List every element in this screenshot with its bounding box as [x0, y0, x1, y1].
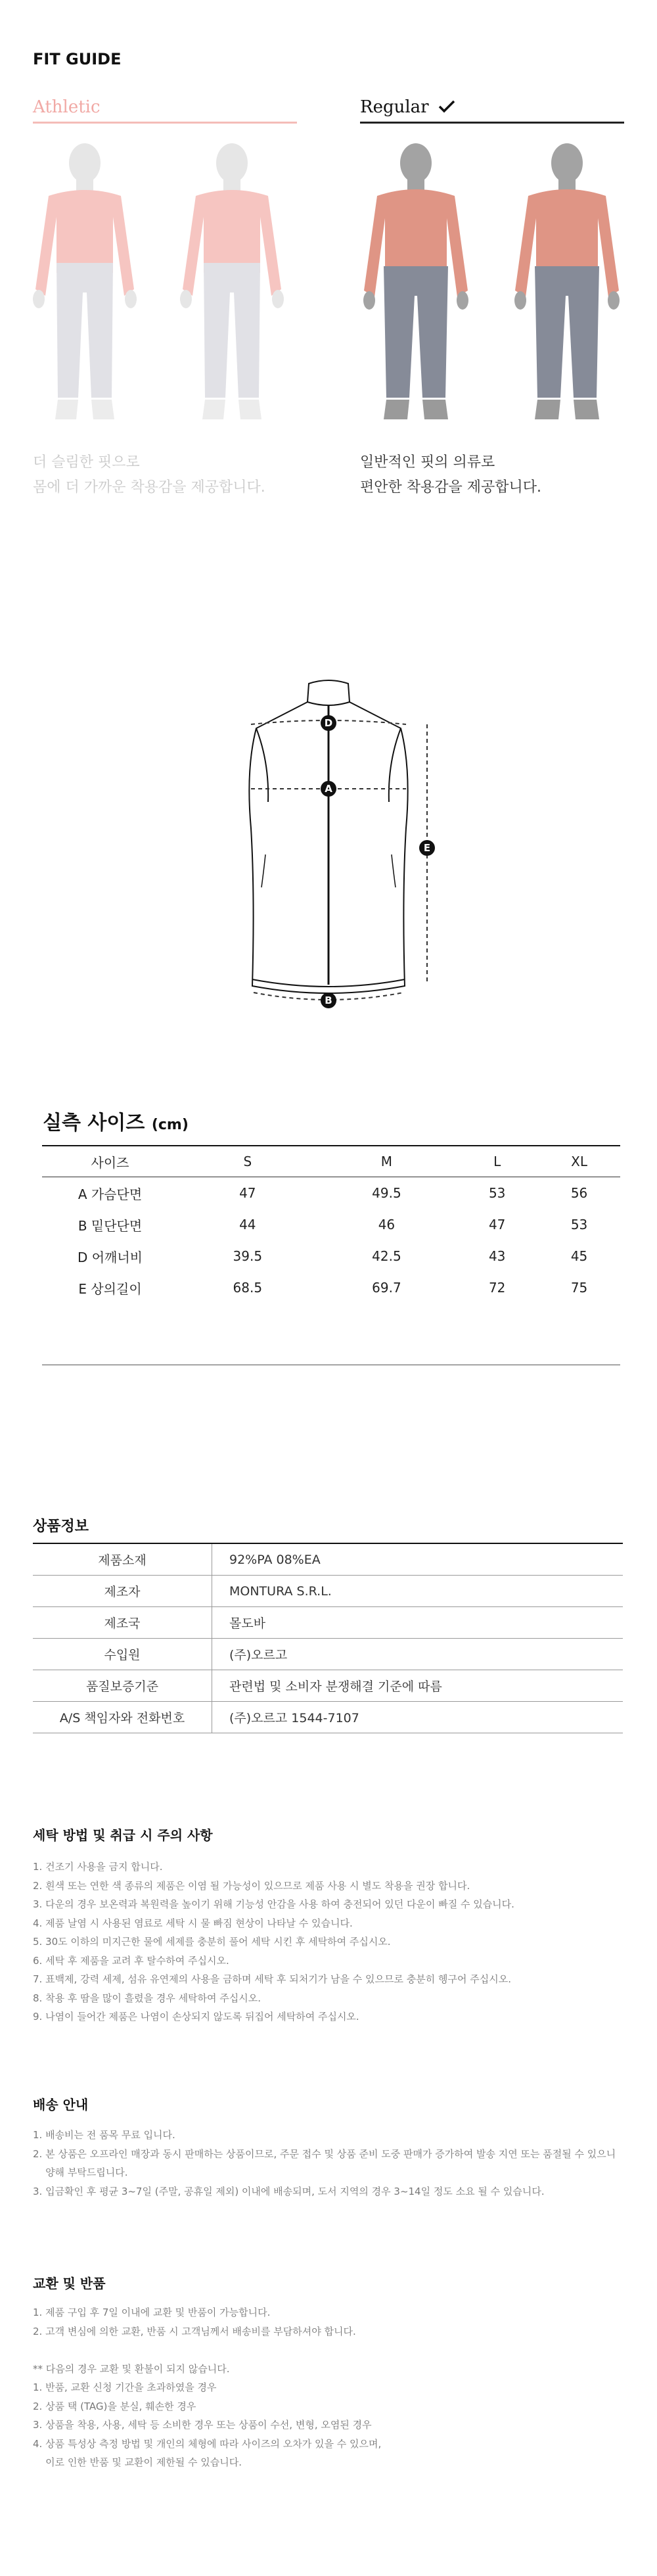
- athletic-fit-text: Athletic: [33, 97, 101, 117]
- table-cell: 39.5: [233, 1248, 263, 1264]
- list-item: 2. 본 상품은 오프라인 매장과 동시 판매하는 상품이므로, 주문 접수 및 상품 준비 도중 판매가 증가하여 발송 지연 또는 품절될 수 있으니: [33, 2147, 616, 2160]
- info-value: (주)오르고 1544-7107: [212, 1702, 623, 1733]
- athletic-caption: [33, 450, 265, 500]
- size-table-title: [43, 1106, 189, 1135]
- regular-caption-line: 편안한 착용감을 제공합니다.: [360, 479, 542, 496]
- table-row: [42, 1240, 620, 1272]
- table-row: [33, 1543, 623, 1576]
- athletic-back-figure: [176, 138, 288, 427]
- info-value: MONTURA S.R.L.: [212, 1576, 623, 1607]
- exchange-list: [33, 2303, 624, 2472]
- list-item: 3. 다운의 경우 보온력과 복원력을 높이기 위해 기능성 안감을 사용 하여 충전되어 있던 다운이 빠질 수 있습니다.: [33, 1898, 514, 1910]
- fit-guide-title: FIT GUIDE: [33, 50, 122, 68]
- info-key: 수입원: [33, 1639, 212, 1670]
- table-cell: 47: [239, 1185, 256, 1201]
- info-key: 품질보증기준: [33, 1670, 212, 1702]
- table-cell: 49.5: [372, 1185, 401, 1201]
- table-cell: 53: [570, 1217, 588, 1232]
- list-item: 1. 반품, 교환 신청 기간을 초과하였을 경우: [33, 2381, 217, 2393]
- product-info-title: 상품정보: [33, 1518, 89, 1535]
- info-value: 몰도바: [212, 1607, 623, 1639]
- list-item: 4. 제품 날염 시 사용된 염료로 세탁 시 물 빠짐 현상이 나타날 수 있습니다.: [33, 1917, 353, 1929]
- info-key: A/S 책임자와 전화번호: [33, 1702, 212, 1733]
- info-value: 관련법 및 소비자 분쟁해결 기준에 따름: [212, 1670, 623, 1702]
- delivery-title: 배송 안내: [33, 2097, 89, 2113]
- product-info-table: [33, 1543, 623, 1733]
- info-value: (주)오르고: [212, 1639, 623, 1670]
- list-item: 8. 착용 후 땀을 많이 흘렸을 경우 세탁하여 주십시오.: [33, 1992, 261, 2004]
- regular-fit-label: [360, 97, 455, 117]
- header-cell: L: [456, 1146, 538, 1177]
- table-row: [33, 1670, 623, 1702]
- list-item: [33, 2341, 624, 2360]
- list-item: 1. 건조기 사용을 금지 합니다.: [33, 1861, 163, 1873]
- info-value: 92%PA 08%EA: [212, 1543, 623, 1576]
- size-table: [42, 1145, 620, 1303]
- table-cell: 42.5: [372, 1248, 401, 1264]
- header-cell: M: [317, 1146, 457, 1177]
- info-key: 제품소재: [33, 1543, 212, 1576]
- marker-a: A: [325, 783, 332, 795]
- size-table-header: [42, 1146, 620, 1177]
- regular-underline: [360, 122, 624, 124]
- table-cell: 69.7: [372, 1280, 401, 1296]
- athletic-underline: [33, 122, 297, 124]
- table-cell: 68.5: [233, 1280, 263, 1296]
- size-unit: (cm): [151, 1117, 189, 1133]
- table-row: [33, 1639, 623, 1670]
- list-item: 양해 부탁드립니다.: [33, 2166, 128, 2178]
- table-cell: 44: [239, 1217, 256, 1232]
- athletic-caption-line: 몸에 더 가까운 착용감을 제공합니다.: [33, 479, 265, 496]
- header-cell: S: [178, 1146, 317, 1177]
- list-item: 2. 고객 변심에 의한 교환, 반품 시 고객님께서 배송비를 부담하셔야 합니다.: [33, 2325, 356, 2337]
- list-item: 이로 인한 반품 및 교환이 제한될 수 있습니다.: [33, 2456, 242, 2468]
- size-title-text: 실측 사이즈: [43, 1112, 145, 1135]
- list-item: 4. 상품 특성상 측정 방법 및 개인의 체형에 따라 사이즈의 오차가 있을 수 있으며,: [33, 2437, 382, 2450]
- list-item: 7. 표백제, 강력 세제, 섬유 유연제의 사용을 금하며 세탁 후 되처기가 남을 수 있으므로 충분히 헹구어 주십시오.: [33, 1973, 511, 1985]
- vest-measurement-diagram: [237, 670, 447, 1019]
- table-row: [42, 1177, 620, 1209]
- table-cell: 45: [570, 1248, 588, 1264]
- table-cell: 47: [488, 1217, 506, 1232]
- info-key: 제조국: [33, 1607, 212, 1639]
- table-cell: A 가슴단면: [78, 1186, 143, 1202]
- table-cell: 75: [570, 1280, 588, 1296]
- table-cell: B 밑단단면: [78, 1217, 143, 1234]
- header-cell: 사이즈: [42, 1146, 178, 1177]
- table-row: [42, 1209, 620, 1240]
- table-row: [42, 1272, 620, 1303]
- table-cell: 46: [378, 1217, 396, 1232]
- header-cell: XL: [538, 1146, 620, 1177]
- list-item: 1. 배송비는 전 품목 무료 입니다.: [33, 2129, 175, 2141]
- table-cell: 72: [488, 1280, 506, 1296]
- table-cell: E 상의길이: [78, 1280, 142, 1297]
- care-list: [33, 1858, 624, 2026]
- table-row: [33, 1607, 623, 1639]
- info-key: 제조자: [33, 1576, 212, 1607]
- table-cell: 53: [488, 1185, 506, 1201]
- list-item: ** 다음의 경우 교환 및 환불이 되지 않습니다.: [33, 2362, 230, 2375]
- list-item: 1. 제품 구입 후 7일 이내에 교환 및 반품이 가능합니다.: [33, 2307, 271, 2318]
- marker-b: B: [325, 995, 332, 1006]
- list-item: 6. 세탁 후 제품을 교려 후 탈수하여 주십시오.: [33, 1954, 229, 1967]
- table-cell: D 어깨너비: [77, 1249, 143, 1265]
- table-row: [33, 1702, 623, 1733]
- list-item: 5. 30도 이하의 미지근한 물에 세제를 충분히 풀어 세탁 시킨 후 세탁하여 주십시오.: [33, 1936, 391, 1948]
- list-item: 3. 입금확인 후 평균 3~7일 (주말, 공휴일 제외) 이내에 배송되며, 도서 지역의 경우 3~14일 정도 소요 될 수 있습니다.: [33, 2185, 545, 2197]
- athletic-caption-line: 더 슬림한 핏으로: [33, 454, 140, 471]
- list-item: 9. 나염이 들어간 제품은 나염이 손상되지 않도록 뒤집어 세탁하여 주십시오.: [33, 2011, 359, 2023]
- exchange-title: 교환 및 반품: [33, 2276, 106, 2291]
- regular-caption-line: 일반적인 핏의 의류로: [360, 454, 495, 471]
- checkmark-icon: [438, 99, 455, 114]
- delivery-list: [33, 2126, 624, 2201]
- table-row: [33, 1576, 623, 1607]
- regular-caption: [360, 450, 541, 500]
- regular-front-figure: [360, 138, 472, 427]
- marker-e: E: [423, 842, 431, 854]
- list-item: 2. 상품 택 (TAG)을 분실, 훼손한 경우: [33, 2400, 196, 2412]
- regular-back-figure: [511, 138, 623, 427]
- athletic-front-figure: [29, 138, 141, 427]
- regular-fit-text: Regular: [360, 97, 429, 117]
- marker-d: D: [324, 717, 333, 729]
- athletic-fit-label: [33, 97, 101, 117]
- list-item: 2. 흰색 또는 연한 색 종류의 제품은 이염 될 가능성이 있으므로 제품 사용 시 별도 착용을 권장 합니다.: [33, 1879, 470, 1892]
- table-cell: 56: [570, 1185, 588, 1201]
- table-cell: 43: [488, 1248, 506, 1264]
- care-title: 세탁 방법 및 취급 시 주의 사항: [33, 1827, 213, 1843]
- list-item: 3. 상품을 착용, 사용, 세탁 등 소비한 경우 또는 상품이 수선, 변형, 오염된 경우: [33, 2419, 372, 2431]
